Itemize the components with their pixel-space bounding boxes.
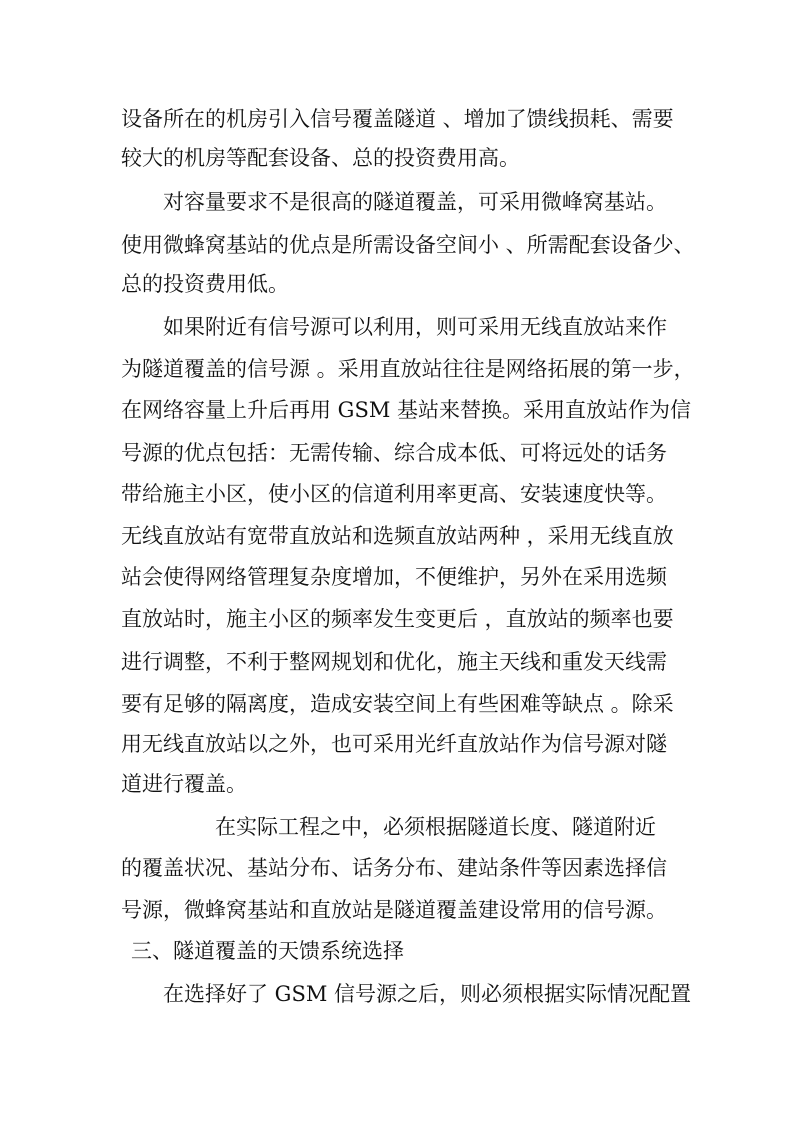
paragraph-line: 总的投资费用低。: [121, 272, 289, 296]
paragraph-line: 对容量要求不是很高的隧道覆盖，可采用微峰窝基站。: [163, 190, 667, 214]
paragraph-line: 如果附近有信号源可以利用，则可采用无线直放站来作: [163, 315, 667, 339]
paragraph-line: 道进行覆盖。: [121, 772, 247, 796]
paragraph-line: 站会使得网络管理复杂度增加，不便维护，另外在采用选频: [121, 565, 667, 589]
paragraph-line: 在选择好了 GSM 信号源之后，则必须根据实际情况配置: [163, 982, 692, 1006]
paragraph-line: 设备所在的机房引入信号覆盖隧道 、增加了馈线损耗、需要: [121, 107, 674, 131]
paragraph-line: 直放站时，施主小区的频率发生变更后 ，直放站的频率也要: [121, 607, 674, 631]
paragraph-line: 较大的机房等配套设备、总的投资费用高。: [121, 146, 520, 170]
paragraph-line: 号源的优点包括：无需传输、综合成本低、可将远处的话务: [121, 441, 667, 465]
paragraph-line: 的覆盖状况、基站分布、话务分布、建站条件等因素选择信: [121, 856, 667, 880]
paragraph-line: 进行调整，不利于整网规划和优化，施主天线和重发天线需: [121, 650, 667, 674]
paragraph-line: 在实际工程之中，必须根据隧道长度、隧道附近: [215, 815, 656, 839]
paragraph-line: 用无线直放站以之外，也可采用光纤直放站作为信号源对隧: [121, 732, 667, 756]
section-heading: 三、隧道覆盖的天馈系统选择: [131, 939, 404, 963]
paragraph-line: 使用微蜂窝基站的优点是所需设备空间小 、所需配套设备少、: [121, 233, 695, 257]
paragraph-line: 为隧道覆盖的信号源 。采用直放站往往是网络拓展的第一步，: [121, 357, 695, 381]
paragraph-line: 要有足够的隔离度，造成安装空间上有些困难等缺点 。除采: [121, 692, 674, 716]
paragraph-line: 无线直放站有宽带直放站和选频直放站两种 ，采用无线直放: [121, 524, 674, 548]
paragraph-line: 带给施主小区，使小区的信道利用率更高、安装速度快等。: [121, 482, 667, 506]
paragraph-line: 在网络容量上升后再用 GSM 基站来替换。采用直放站作为信: [121, 398, 692, 422]
paragraph-line: 号源，微蜂窝基站和直放站是隧道覆盖建设常用的信号源。: [121, 898, 667, 922]
